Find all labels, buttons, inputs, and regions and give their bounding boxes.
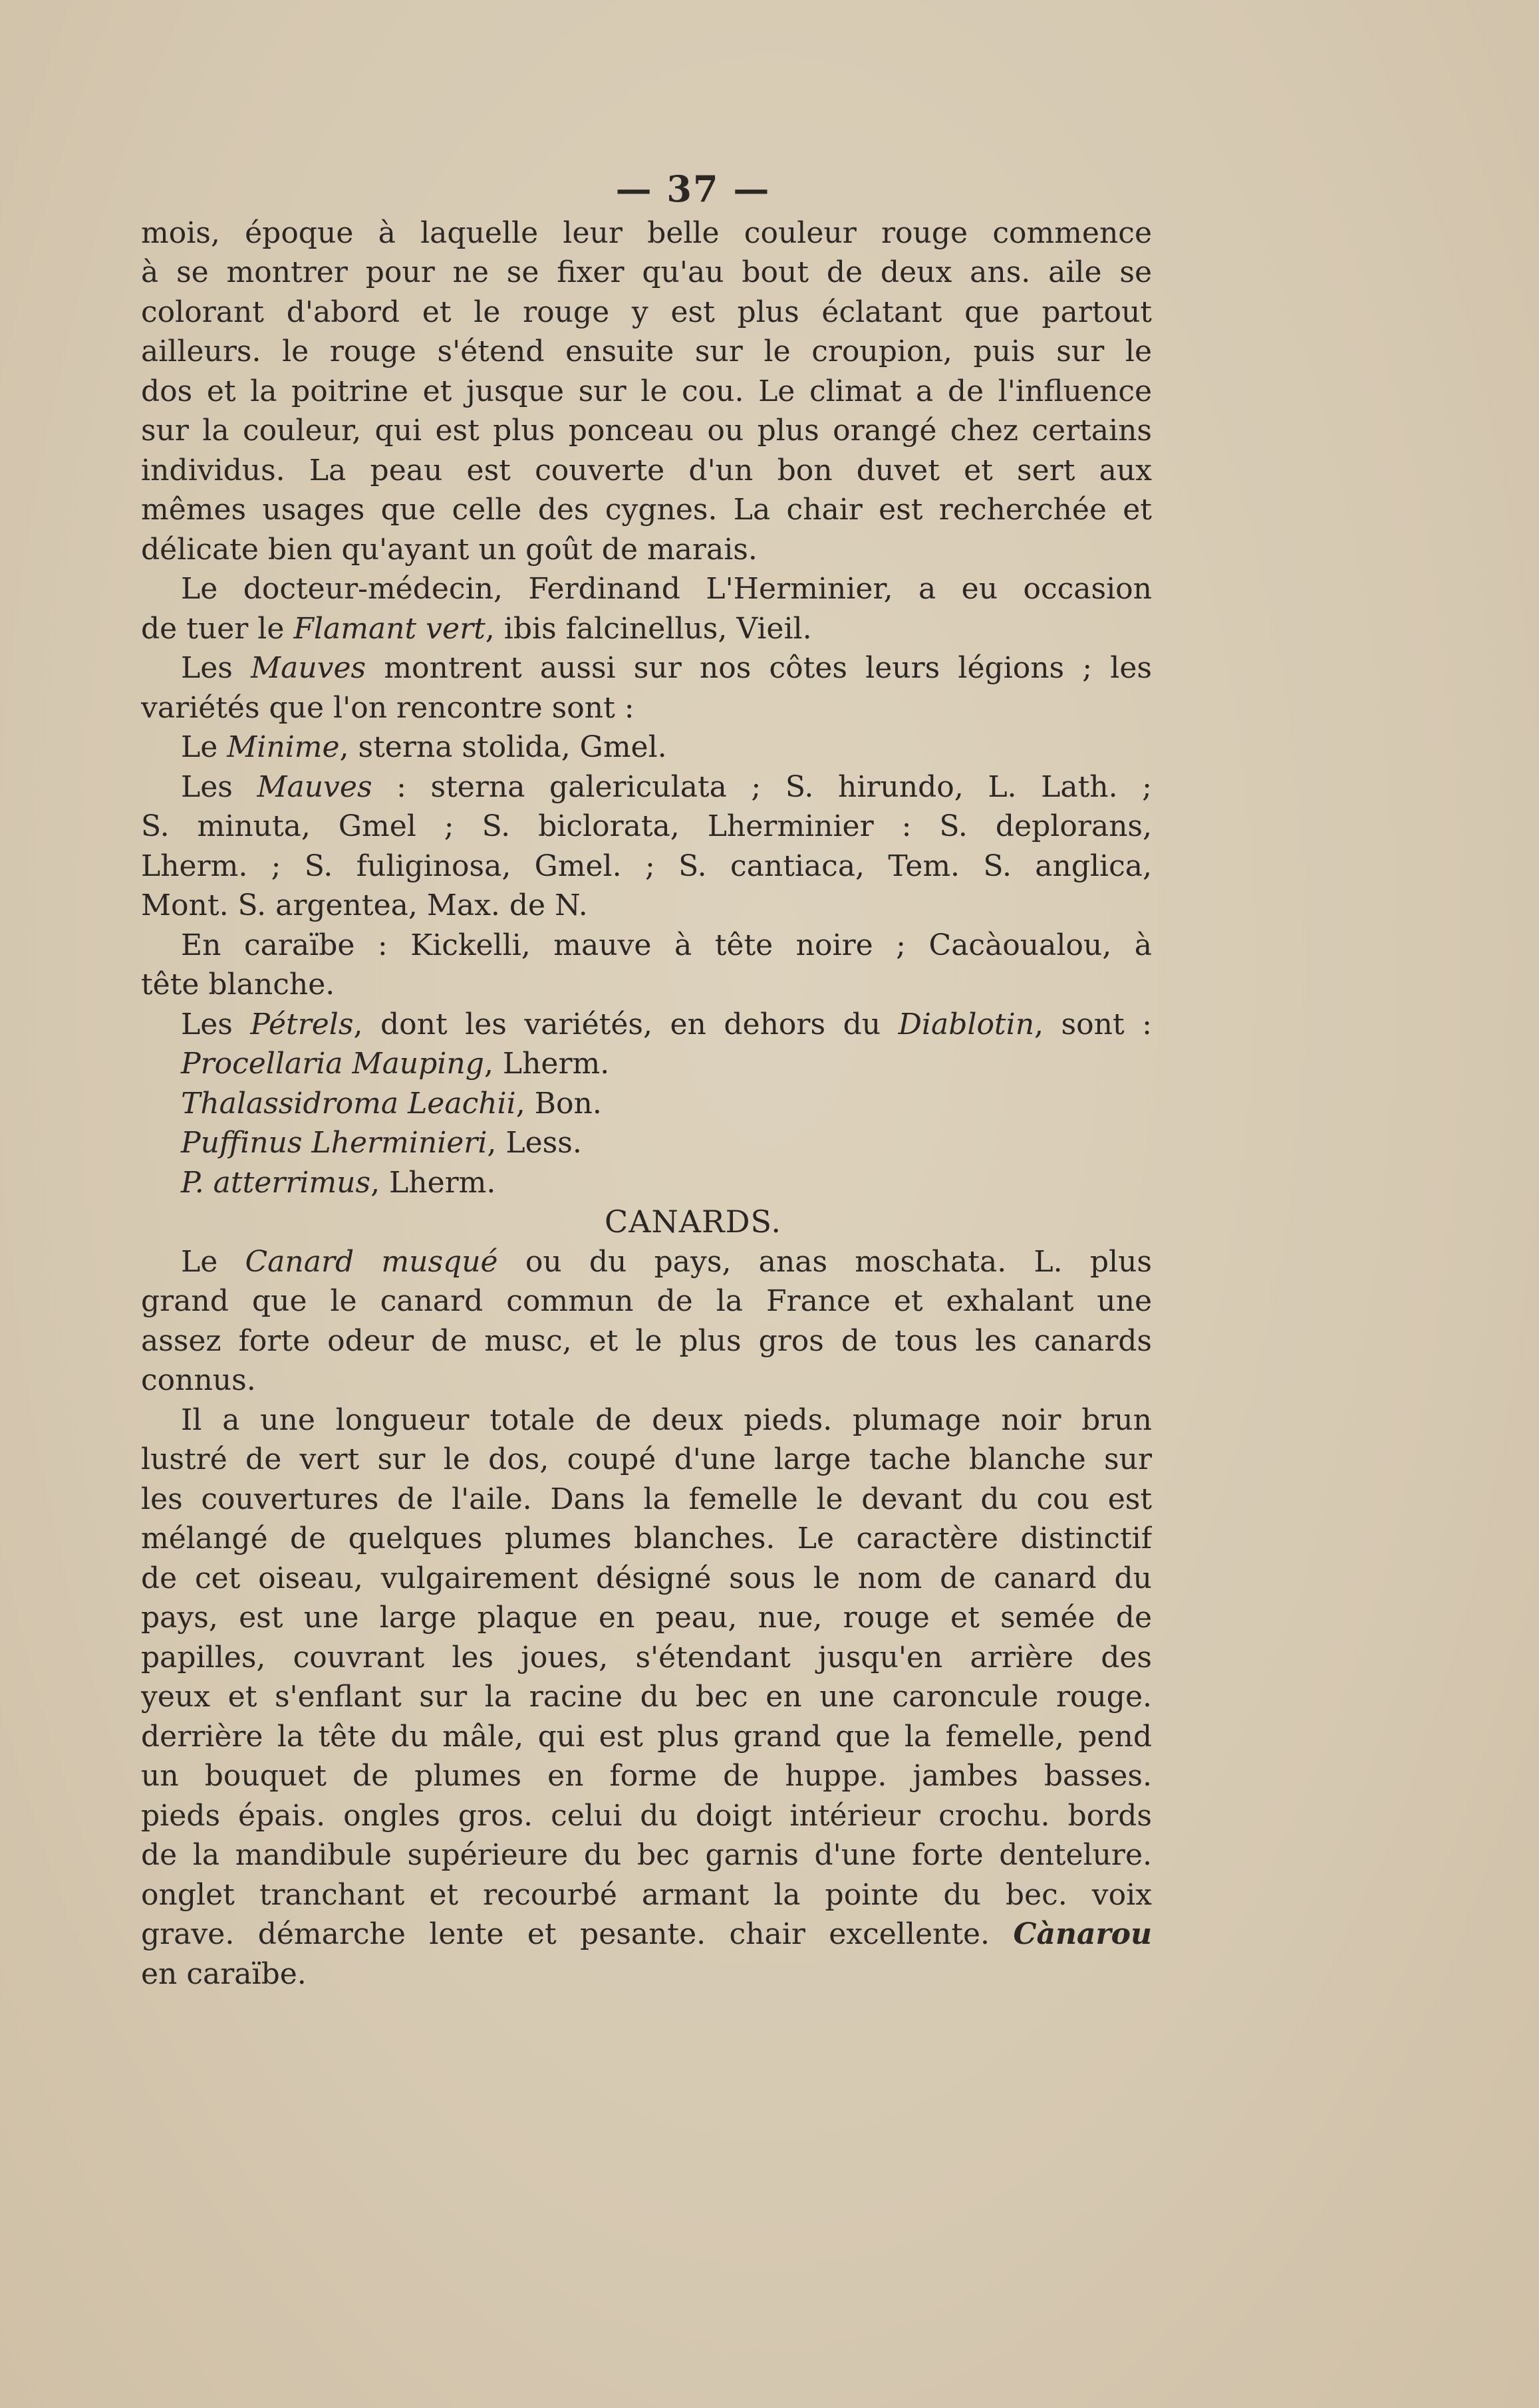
caribbean-name: Cànarou [1013, 1917, 1152, 1951]
species-name: Diablotin [898, 1007, 1035, 1041]
text-line: mois, époque à laquelle leur belle couleur rouge commence [141, 215, 1152, 250]
text-line: Le Minime, sterna stolida, Gmel. [181, 730, 667, 764]
page-number: — 37 — [615, 168, 771, 210]
species-name: Puffinus Lherminieri [181, 1126, 488, 1160]
text-line: Le docteur-médecin, Ferdinand L'Herminier, a eu occasion [181, 572, 1152, 606]
text-line: tête blanche. [141, 968, 335, 1002]
species-name: Minime [227, 730, 340, 764]
text-line: un bouquet de plumes en forme de huppe. jambes basses. [141, 1759, 1152, 1793]
species-name: P. atterrimus [181, 1165, 371, 1200]
text-line: papilles, couvrant les joues, s'étendant jusqu'en arrière des [141, 1640, 1152, 1674]
text-line: dos et la poitrine et jusque sur le cou. Le climat a de l'influence [141, 374, 1152, 408]
text-line: connus. [141, 1363, 256, 1397]
text-line: Les Pétrels, dont les variétés, en dehors du Diablotin, sont : [181, 1007, 1152, 1041]
text-line: assez forte odeur de musc, et le plus gros de tous les canards [141, 1323, 1152, 1358]
text-line: grand que le canard commun de la France et exhalant une [141, 1284, 1152, 1318]
text-line: pays, est une large plaque en peau, nue, rouge et semée de [141, 1601, 1152, 1635]
text-line: yeux et s'enflant sur la racine du bec en une caroncule rouge. [141, 1680, 1152, 1714]
text-line: grave. démarche lente et pesante. chair excellente. Cànarou [141, 1917, 1152, 1951]
species-name: Pétrels [250, 1007, 354, 1041]
species-name: Procellaria Mauping [181, 1047, 484, 1081]
text-line: mélangé de quelques plumes blanches. Le caractère distinctif [141, 1522, 1152, 1555]
text-line: P. atterrimus, Lherm. [181, 1165, 496, 1200]
text-line: à se montrer pour ne se fixer qu'au bout de deux ans. aile se [141, 255, 1152, 289]
species-name: Mauves [251, 651, 366, 685]
text-line: variétés que l'on rencontre sont : [141, 690, 634, 725]
text-line: ailleurs. le rouge s'étend ensuite sur le croupion, puis sur le [141, 334, 1152, 368]
text-line: onglet tranchant et recourbé armant la pointe du bec. voix [141, 1877, 1152, 1912]
text-line: de cet oiseau, vulgairement désigné sous le nom de canard du [141, 1561, 1152, 1595]
text-line: S. minuta, Gmel ; S. biclorata, Lherminier : S. deplorans, [141, 809, 1152, 843]
text-line: Lherm. ; S. fuliginosa, Gmel. ; S. cantiaca, Tem. S. anglica, [141, 849, 1152, 883]
text-line: délicate bien qu'ayant un goût de marais. [141, 532, 758, 567]
text-line: Les Mauves : sterna galericulata ; S. hirundo, L. Lath. ; [181, 769, 1152, 804]
text-line: Procellaria Mauping, Lherm. [181, 1047, 610, 1081]
text-line: derrière la tête du mâle, qui est plus grand que la femelle, pend [141, 1719, 1152, 1754]
text-line: Il a une longueur totale de deux pieds. plumage noir brun [181, 1403, 1152, 1437]
text-line: Le Canard musqué ou du pays, anas moschata. L. plus [181, 1244, 1152, 1279]
text-line: en caraïbe. [141, 1956, 307, 1991]
text-line: de tuer le Flamant vert, ibis falcinellus, Vieil. [141, 611, 812, 646]
text-line: Les Mauves montrent aussi sur nos côtes leurs légions ; les [181, 651, 1152, 685]
species-name: Thalassidroma Leachii [181, 1086, 516, 1121]
text-line: En caraïbe : Kickelli, mauve à tête noire ; Cacàoualou, à [181, 928, 1152, 962]
text-line: Thalassidroma Leachii, Bon. [181, 1086, 602, 1121]
text-line: pieds épais. ongles gros. celui du doigt intérieur crochu. bords [141, 1798, 1152, 1833]
species-name: Mauves [257, 769, 372, 804]
text-line: colorant d'abord et le rouge y est plus éclatant que partout [141, 295, 1152, 329]
text-line: Puffinus Lherminieri, Less. [181, 1126, 582, 1160]
text-line: individus. La peau est couverte d'un bon duvet et sert aux [141, 453, 1152, 487]
species-name: Flamant vert [293, 611, 486, 646]
text-line: Mont. S. argentea, Max. de N. [141, 888, 588, 922]
text-line: de la mandibule supérieure du bec garnis d'une forte dentelure. [141, 1838, 1152, 1872]
section-title: CANARDS. [605, 1204, 781, 1240]
text-line: lustré de vert sur le dos, coupé d'une large tache blanche sur [141, 1442, 1152, 1476]
page-text [141, 170, 1152, 1994]
text-line: sur la couleur, qui est plus ponceau ou plus orangé chez certains [141, 414, 1152, 448]
species-name: Canard musqué [245, 1244, 498, 1279]
text-line: mêmes usages que celle des cygnes. La chair est recherchée et [141, 493, 1152, 527]
text-line: les couvertures de l'aile. Dans la femelle le devant du cou est [141, 1482, 1152, 1516]
